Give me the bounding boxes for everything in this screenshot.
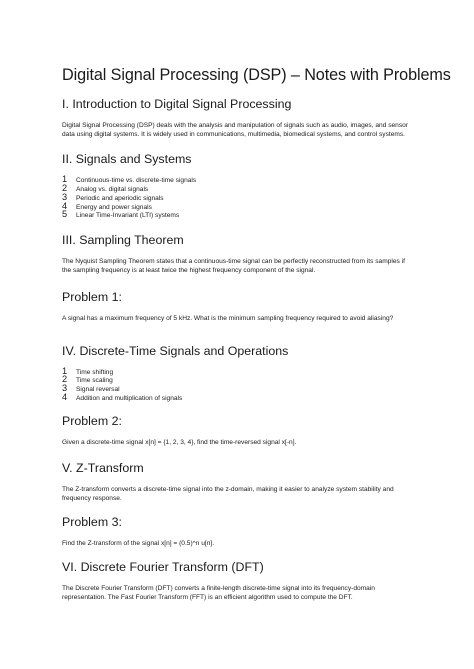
problem-heading: Problem 1:: [62, 290, 122, 305]
problem-heading: Problem 3:: [62, 514, 122, 529]
list-number: 3: [62, 382, 68, 393]
problem-1: [62, 290, 414, 323]
list-label: Energy and power signals: [76, 203, 152, 211]
list-label: Signal reversal: [76, 385, 120, 393]
problem-3: [62, 515, 414, 548]
list-label: Linear Time-Invariant (LTI) systems: [76, 212, 180, 220]
list-number: 5: [62, 209, 68, 220]
problem-2: [62, 414, 414, 447]
list-item: [62, 365, 414, 377]
list-number: 3: [62, 191, 68, 202]
list-item: [62, 391, 414, 403]
section-heading: II. Signals and Systems: [62, 152, 192, 167]
section-heading: III. Sampling Theorem: [62, 232, 184, 247]
list-number: 4: [62, 200, 68, 211]
section-discrete-time-signals: [62, 344, 414, 403]
list-item: [62, 200, 414, 212]
section-text: Digital Signal Processing (DSP) deals with the analysis and manipulation of signals such as audio, images, and sensor data using digital systems. It is widely used in communications, multimedia, biomedical systems, and control systems.: [62, 122, 408, 139]
document-title: Digital Signal Processing (DSP) – Notes with Problems: [62, 66, 451, 84]
list-number: 1: [62, 365, 68, 376]
section-heading: I. Introduction to Digital Signal Processing: [62, 97, 292, 111]
document-page: [62, 66, 451, 603]
list-item: [62, 191, 414, 203]
list-label: Addition and multiplication of signals: [76, 394, 183, 402]
list-label: Continuous-time vs. discrete-time signals: [76, 177, 197, 185]
numbered-list: [62, 365, 414, 403]
section-heading: IV. Discrete-Time Signals and Operations: [62, 343, 289, 358]
section-text: The Nyquist Sampling Theorem states that a continuous-time signal can be perfectly reconstructed from its samples if the sampling frequency is at least twice the highest frequency component of the signal.: [62, 257, 405, 275]
list-item: [62, 382, 414, 394]
section-z-transform: [62, 461, 414, 503]
section-heading: V. Z-Transform: [62, 460, 144, 475]
section-heading: VI. Discrete Fourier Transform (DFT): [62, 560, 264, 575]
list-item: [62, 211, 414, 220]
section-dft: [62, 560, 414, 602]
problem-text: A signal has a maximum frequency of 5 kHz. What is the minimum sampling frequency required to avoid aliasing?: [62, 315, 394, 323]
section-introduction: [62, 97, 414, 139]
section-text: The Discrete Fourier Transform (DFT) converts a finite-length discrete-time signal into its frequency-domain representation. The Fast Fourier Transform (FFT) is an efficient algorithm used to compute the DFT.: [62, 585, 375, 602]
problem-text: Find the Z-transform of the signal x[n] = (0.5)^n u[n].: [62, 539, 215, 547]
problem-text: Given a discrete-time signal x[n] = {1, 2, 3, 4}, find the time-reversed signal x[-n].: [62, 439, 297, 447]
list-label: Periodic and aperiodic signals: [76, 194, 164, 202]
list-number: 2: [62, 183, 68, 194]
section-signals-and-systems: [62, 152, 414, 220]
section-text: The Z-transform converts a discrete-time signal into the z-domain, making it easier to analyze system stability and frequency response.: [62, 485, 394, 502]
list-number: 2: [62, 374, 68, 385]
section-sampling-theorem: [62, 233, 414, 275]
list-item: [62, 376, 414, 385]
list-label: Time shifting: [76, 368, 114, 376]
list-number: 1: [62, 174, 68, 185]
list-number: 4: [62, 391, 68, 402]
numbered-list: [62, 176, 414, 220]
list-label: Analog vs. digital signals: [76, 186, 149, 194]
list-item: [62, 176, 414, 185]
problem-heading: Problem 2:: [62, 414, 122, 429]
list-item: [62, 185, 414, 194]
list-label: Time scaling: [76, 377, 113, 385]
